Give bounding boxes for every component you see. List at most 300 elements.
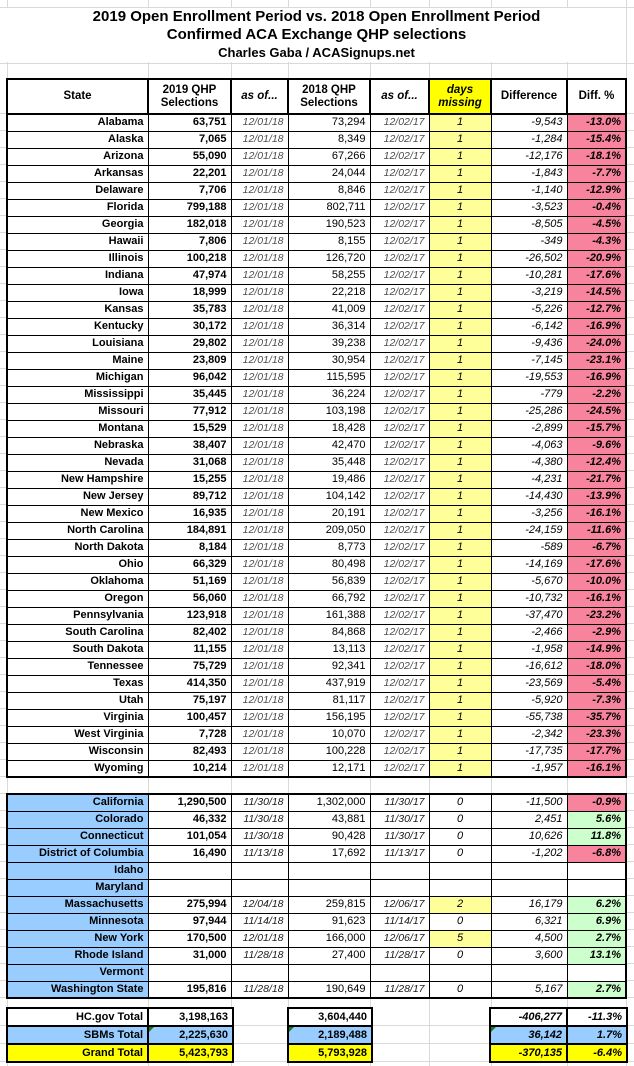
state-cell[interactable]: New Jersey <box>7 488 148 505</box>
qhp-2019-cell[interactable]: 22,201 <box>148 165 231 182</box>
days-missing-cell[interactable]: 1 <box>429 641 491 658</box>
as-of-2018-cell[interactable]: 11/28/17 <box>370 947 429 964</box>
state-cell[interactable]: Nevada <box>7 454 148 471</box>
as-of-2018-cell[interactable]: 12/02/17 <box>370 505 429 522</box>
days-missing-cell[interactable]: 1 <box>429 114 491 131</box>
as-of-2019-cell[interactable]: 12/01/18 <box>231 148 288 165</box>
as-of-2019-cell[interactable]: 12/01/18 <box>231 726 288 743</box>
state-cell[interactable]: Mississippi <box>7 386 148 403</box>
grand-total-2019[interactable]: 5,423,793 <box>148 1044 233 1062</box>
as-of-2019-cell[interactable]: 12/01/18 <box>231 267 288 284</box>
diff-pct-cell[interactable]: -16.9% <box>567 318 626 335</box>
days-missing-cell[interactable]: 1 <box>429 131 491 148</box>
diff-pct-cell[interactable]: -18.0% <box>567 658 626 675</box>
state-cell[interactable]: Oregon <box>7 590 148 607</box>
diff-pct-cell[interactable]: 11.8% <box>567 828 626 845</box>
as-of-2018-cell[interactable]: 12/02/17 <box>370 573 429 590</box>
days-missing-cell[interactable] <box>429 964 491 981</box>
qhp-2019-cell[interactable]: 77,912 <box>148 403 231 420</box>
difference-cell[interactable]: -1,202 <box>491 845 567 862</box>
diff-pct-cell[interactable] <box>567 964 626 981</box>
state-cell[interactable]: Delaware <box>7 182 148 199</box>
days-missing-cell[interactable]: 0 <box>429 794 491 811</box>
qhp-2019-cell[interactable]: 97,944 <box>148 913 231 930</box>
qhp-2019-cell[interactable]: 195,816 <box>148 981 231 998</box>
diff-pct-cell[interactable]: -7.7% <box>567 165 626 182</box>
diff-pct-cell[interactable]: -13.9% <box>567 488 626 505</box>
as-of-2019-cell[interactable]: 11/13/18 <box>231 845 288 862</box>
diff-pct-cell[interactable]: -5.4% <box>567 675 626 692</box>
as-of-2019-cell[interactable]: 12/01/18 <box>231 692 288 709</box>
difference-cell[interactable]: -5,226 <box>491 301 567 318</box>
qhp-2019-cell[interactable]: 89,712 <box>148 488 231 505</box>
qhp-2019-cell[interactable]: 15,255 <box>148 471 231 488</box>
state-cell[interactable]: Utah <box>7 692 148 709</box>
as-of-2018-cell[interactable]: 12/02/17 <box>370 641 429 658</box>
diff-pct-cell[interactable]: -11.6% <box>567 522 626 539</box>
diff-pct-cell[interactable]: 6.2% <box>567 896 626 913</box>
state-cell[interactable]: Montana <box>7 420 148 437</box>
days-missing-cell[interactable]: 1 <box>429 658 491 675</box>
qhp-2018-cell[interactable]: 802,711 <box>288 199 370 216</box>
qhp-2018-cell[interactable]: 41,009 <box>288 301 370 318</box>
diff-pct-cell[interactable]: -2.2% <box>567 386 626 403</box>
state-cell[interactable]: Illinois <box>7 250 148 267</box>
diff-pct-cell[interactable]: 13.1% <box>567 947 626 964</box>
days-missing-cell[interactable]: 0 <box>429 981 491 998</box>
difference-cell[interactable]: -1,957 <box>491 760 567 777</box>
qhp-2019-cell[interactable]: 7,706 <box>148 182 231 199</box>
as-of-2018-cell[interactable]: 12/02/17 <box>370 199 429 216</box>
as-of-2019-cell[interactable]: 12/01/18 <box>231 641 288 658</box>
qhp-2019-cell[interactable]: 182,018 <box>148 216 231 233</box>
diff-pct-cell[interactable]: -16.9% <box>567 369 626 386</box>
state-cell[interactable]: New Hampshire <box>7 471 148 488</box>
as-of-2018-cell[interactable]: 12/02/17 <box>370 590 429 607</box>
diff-pct-cell[interactable]: -24.5% <box>567 403 626 420</box>
as-of-2018-cell[interactable]: 12/02/17 <box>370 607 429 624</box>
days-missing-cell[interactable]: 1 <box>429 284 491 301</box>
as-of-2019-cell[interactable]: 12/01/18 <box>231 284 288 301</box>
diff-pct-cell[interactable]: -12.4% <box>567 454 626 471</box>
days-missing-cell[interactable]: 0 <box>429 845 491 862</box>
as-of-2018-cell[interactable] <box>370 879 429 896</box>
qhp-2018-cell[interactable]: 156,195 <box>288 709 370 726</box>
diff-pct-cell[interactable]: -10.0% <box>567 573 626 590</box>
sbms-total-diff-pct[interactable]: 1.7% <box>567 1026 627 1044</box>
difference-cell[interactable]: -349 <box>491 233 567 250</box>
qhp-2019-cell[interactable]: 35,445 <box>148 386 231 403</box>
state-cell[interactable]: Kentucky <box>7 318 148 335</box>
qhp-2019-cell[interactable]: 51,169 <box>148 573 231 590</box>
as-of-2018-cell[interactable]: 12/02/17 <box>370 369 429 386</box>
diff-pct-cell[interactable]: -17.7% <box>567 743 626 760</box>
difference-cell[interactable]: 3,600 <box>491 947 567 964</box>
difference-cell[interactable]: -8,505 <box>491 216 567 233</box>
qhp-2019-cell[interactable] <box>148 862 231 879</box>
as-of-2018-cell[interactable]: 12/02/17 <box>370 216 429 233</box>
as-of-2018-cell[interactable]: 12/02/17 <box>370 454 429 471</box>
diff-pct-cell[interactable]: -17.6% <box>567 267 626 284</box>
as-of-2019-cell[interactable]: 12/01/18 <box>231 437 288 454</box>
as-of-2019-cell[interactable]: 12/01/18 <box>231 675 288 692</box>
header-2018-qhp-selections[interactable]: 2018 QHP Selections <box>288 79 370 114</box>
as-of-2018-cell[interactable]: 12/02/17 <box>370 335 429 352</box>
days-missing-cell[interactable]: 1 <box>429 539 491 556</box>
days-missing-cell[interactable]: 5 <box>429 930 491 947</box>
as-of-2018-cell[interactable]: 11/30/17 <box>370 794 429 811</box>
days-missing-cell[interactable]: 1 <box>429 709 491 726</box>
qhp-2018-cell[interactable]: 103,198 <box>288 403 370 420</box>
qhp-2019-cell[interactable]: 46,332 <box>148 811 231 828</box>
as-of-2019-cell[interactable]: 12/01/18 <box>231 607 288 624</box>
qhp-2018-cell[interactable]: 20,191 <box>288 505 370 522</box>
diff-pct-cell[interactable]: -17.6% <box>567 556 626 573</box>
qhp-2018-cell[interactable]: 18,428 <box>288 420 370 437</box>
days-missing-cell[interactable]: 1 <box>429 335 491 352</box>
days-missing-cell[interactable]: 1 <box>429 607 491 624</box>
days-missing-cell[interactable]: 1 <box>429 437 491 454</box>
as-of-2019-cell[interactable]: 12/01/18 <box>231 301 288 318</box>
diff-pct-cell[interactable]: -20.9% <box>567 250 626 267</box>
qhp-2018-cell[interactable]: 56,839 <box>288 573 370 590</box>
as-of-2019-cell[interactable]: 12/01/18 <box>231 522 288 539</box>
state-cell[interactable]: Alabama <box>7 114 148 131</box>
as-of-2019-cell[interactable]: 12/01/18 <box>231 488 288 505</box>
qhp-2019-cell[interactable]: 15,529 <box>148 420 231 437</box>
as-of-2018-cell[interactable]: 12/02/17 <box>370 658 429 675</box>
diff-pct-cell[interactable]: -4.5% <box>567 216 626 233</box>
difference-cell[interactable]: -1,843 <box>491 165 567 182</box>
qhp-2019-cell[interactable]: 63,751 <box>148 114 231 131</box>
grand-total-difference[interactable]: -370,135 <box>490 1044 567 1062</box>
days-missing-cell[interactable] <box>429 862 491 879</box>
state-cell[interactable]: Missouri <box>7 403 148 420</box>
state-cell[interactable]: Maryland <box>7 879 148 896</box>
difference-cell[interactable]: -6,142 <box>491 318 567 335</box>
days-missing-cell[interactable]: 1 <box>429 454 491 471</box>
days-missing-cell[interactable]: 1 <box>429 675 491 692</box>
as-of-2018-cell[interactable]: 12/06/17 <box>370 930 429 947</box>
as-of-2019-cell[interactable]: 12/01/18 <box>231 556 288 573</box>
diff-pct-cell[interactable]: -7.3% <box>567 692 626 709</box>
difference-cell[interactable]: -9,543 <box>491 114 567 131</box>
qhp-2018-cell[interactable]: 42,470 <box>288 437 370 454</box>
diff-pct-cell[interactable]: -4.3% <box>567 233 626 250</box>
state-cell[interactable]: Tennessee <box>7 658 148 675</box>
days-missing-cell[interactable]: 1 <box>429 760 491 777</box>
as-of-2018-cell[interactable]: 12/02/17 <box>370 233 429 250</box>
qhp-2018-cell[interactable]: 36,314 <box>288 318 370 335</box>
as-of-2018-cell[interactable]: 12/02/17 <box>370 675 429 692</box>
as-of-2018-cell[interactable]: 12/06/17 <box>370 896 429 913</box>
diff-pct-cell[interactable]: -15.7% <box>567 420 626 437</box>
days-missing-cell[interactable]: 0 <box>429 947 491 964</box>
as-of-2019-cell[interactable] <box>231 862 288 879</box>
diff-pct-cell[interactable]: -16.1% <box>567 760 626 777</box>
qhp-2019-cell[interactable]: 38,407 <box>148 437 231 454</box>
qhp-2018-cell[interactable]: 104,142 <box>288 488 370 505</box>
difference-cell[interactable]: -26,502 <box>491 250 567 267</box>
as-of-2018-cell[interactable] <box>370 862 429 879</box>
qhp-2019-cell[interactable]: 170,500 <box>148 930 231 947</box>
qhp-2018-cell[interactable]: 84,868 <box>288 624 370 641</box>
difference-cell[interactable]: -7,145 <box>491 352 567 369</box>
difference-cell[interactable]: -4,380 <box>491 454 567 471</box>
state-cell[interactable]: Virginia <box>7 709 148 726</box>
days-missing-cell[interactable]: 1 <box>429 267 491 284</box>
difference-cell[interactable]: -23,569 <box>491 675 567 692</box>
as-of-2018-cell[interactable]: 11/30/17 <box>370 811 429 828</box>
qhp-2019-cell[interactable]: 30,172 <box>148 318 231 335</box>
qhp-2018-cell[interactable]: 437,919 <box>288 675 370 692</box>
diff-pct-cell[interactable]: -0.4% <box>567 199 626 216</box>
qhp-2019-cell[interactable]: 56,060 <box>148 590 231 607</box>
qhp-2019-cell[interactable]: 799,188 <box>148 199 231 216</box>
qhp-2018-cell[interactable]: 73,294 <box>288 114 370 131</box>
state-cell[interactable]: Minnesota <box>7 913 148 930</box>
qhp-2018-cell[interactable]: 10,070 <box>288 726 370 743</box>
as-of-2018-cell[interactable]: 11/13/17 <box>370 845 429 862</box>
state-cell[interactable]: Washington State <box>7 981 148 998</box>
qhp-2019-cell[interactable]: 47,974 <box>148 267 231 284</box>
qhp-2018-cell[interactable]: 58,255 <box>288 267 370 284</box>
state-cell[interactable]: Georgia <box>7 216 148 233</box>
as-of-2019-cell[interactable]: 12/01/18 <box>231 590 288 607</box>
as-of-2018-cell[interactable]: 12/02/17 <box>370 182 429 199</box>
as-of-2018-cell[interactable]: 12/02/17 <box>370 301 429 318</box>
as-of-2018-cell[interactable]: 12/02/17 <box>370 403 429 420</box>
qhp-2019-cell[interactable]: 101,054 <box>148 828 231 845</box>
state-cell[interactable]: Texas <box>7 675 148 692</box>
difference-cell[interactable]: 10,626 <box>491 828 567 845</box>
days-missing-cell[interactable]: 1 <box>429 369 491 386</box>
difference-cell[interactable]: -779 <box>491 386 567 403</box>
as-of-2018-cell[interactable]: 12/02/17 <box>370 692 429 709</box>
diff-pct-cell[interactable] <box>567 862 626 879</box>
diff-pct-cell[interactable]: -14.9% <box>567 641 626 658</box>
qhp-2019-cell[interactable]: 11,155 <box>148 641 231 658</box>
state-cell[interactable]: Connecticut <box>7 828 148 845</box>
diff-pct-cell[interactable]: -21.7% <box>567 471 626 488</box>
qhp-2019-cell[interactable]: 275,994 <box>148 896 231 913</box>
diff-pct-cell[interactable]: -6.8% <box>567 845 626 862</box>
qhp-2018-cell[interactable]: 115,595 <box>288 369 370 386</box>
difference-cell[interactable]: -19,553 <box>491 369 567 386</box>
qhp-2018-cell[interactable]: 66,792 <box>288 590 370 607</box>
as-of-2019-cell[interactable]: 12/01/18 <box>231 318 288 335</box>
qhp-2018-cell[interactable]: 100,228 <box>288 743 370 760</box>
grand-total-label[interactable]: Grand Total <box>7 1044 148 1062</box>
difference-cell[interactable]: -3,219 <box>491 284 567 301</box>
as-of-2019-cell[interactable]: 12/01/18 <box>231 505 288 522</box>
qhp-2018-cell[interactable]: 22,218 <box>288 284 370 301</box>
qhp-2018-cell[interactable]: 259,815 <box>288 896 370 913</box>
as-of-2018-cell[interactable]: 12/02/17 <box>370 522 429 539</box>
days-missing-cell[interactable]: 1 <box>429 318 491 335</box>
as-of-2018-cell[interactable]: 12/02/17 <box>370 539 429 556</box>
days-missing-cell[interactable]: 1 <box>429 556 491 573</box>
qhp-2019-cell[interactable] <box>148 879 231 896</box>
qhp-2019-cell[interactable]: 66,329 <box>148 556 231 573</box>
qhp-2018-cell[interactable]: 166,000 <box>288 930 370 947</box>
as-of-2018-cell[interactable]: 12/02/17 <box>370 760 429 777</box>
state-cell[interactable]: Maine <box>7 352 148 369</box>
days-missing-cell[interactable]: 0 <box>429 828 491 845</box>
state-cell[interactable]: North Dakota <box>7 539 148 556</box>
difference-cell[interactable]: -24,159 <box>491 522 567 539</box>
qhp-2019-cell[interactable] <box>148 964 231 981</box>
qhp-2018-cell[interactable]: 8,349 <box>288 131 370 148</box>
as-of-2018-cell[interactable]: 12/02/17 <box>370 709 429 726</box>
qhp-2019-cell[interactable]: 82,402 <box>148 624 231 641</box>
header-days-missing[interactable]: days missing <box>429 79 491 114</box>
state-cell[interactable]: Iowa <box>7 284 148 301</box>
qhp-2018-cell[interactable]: 92,341 <box>288 658 370 675</box>
as-of-2018-cell[interactable]: 12/02/17 <box>370 743 429 760</box>
as-of-2018-cell[interactable]: 12/02/17 <box>370 267 429 284</box>
state-cell[interactable]: Wyoming <box>7 760 148 777</box>
state-cell[interactable]: Hawaii <box>7 233 148 250</box>
qhp-2018-cell[interactable]: 8,155 <box>288 233 370 250</box>
as-of-2018-cell[interactable]: 12/02/17 <box>370 250 429 267</box>
diff-pct-cell[interactable] <box>567 879 626 896</box>
qhp-2019-cell[interactable]: 31,000 <box>148 947 231 964</box>
state-cell[interactable]: West Virginia <box>7 726 148 743</box>
state-cell[interactable]: North Carolina <box>7 522 148 539</box>
hcgov-total-2018[interactable]: 3,604,440 <box>288 1008 372 1026</box>
diff-pct-cell[interactable]: 2.7% <box>567 930 626 947</box>
qhp-2018-cell[interactable]: 161,388 <box>288 607 370 624</box>
as-of-2019-cell[interactable]: 12/01/18 <box>231 454 288 471</box>
difference-cell[interactable]: -10,732 <box>491 590 567 607</box>
difference-cell[interactable]: -14,169 <box>491 556 567 573</box>
as-of-2018-cell[interactable]: 12/02/17 <box>370 471 429 488</box>
as-of-2019-cell[interactable]: 12/01/18 <box>231 420 288 437</box>
state-cell[interactable]: Rhode Island <box>7 947 148 964</box>
state-cell[interactable]: Michigan <box>7 369 148 386</box>
qhp-2019-cell[interactable]: 100,218 <box>148 250 231 267</box>
qhp-2019-cell[interactable]: 10,214 <box>148 760 231 777</box>
days-missing-cell[interactable]: 1 <box>429 182 491 199</box>
diff-pct-cell[interactable]: -23.3% <box>567 726 626 743</box>
difference-cell[interactable]: -5,920 <box>491 692 567 709</box>
difference-cell[interactable]: -5,670 <box>491 573 567 590</box>
diff-pct-cell[interactable]: -23.1% <box>567 352 626 369</box>
qhp-2018-cell[interactable]: 80,498 <box>288 556 370 573</box>
qhp-2018-cell[interactable]: 19,486 <box>288 471 370 488</box>
diff-pct-cell[interactable]: -6.7% <box>567 539 626 556</box>
state-cell[interactable]: Arizona <box>7 148 148 165</box>
diff-pct-cell[interactable]: -35.7% <box>567 709 626 726</box>
days-missing-cell[interactable]: 1 <box>429 403 491 420</box>
diff-pct-cell[interactable]: -2.9% <box>567 624 626 641</box>
header-difference[interactable]: Difference <box>491 79 567 114</box>
difference-cell[interactable]: -12,176 <box>491 148 567 165</box>
qhp-2019-cell[interactable]: 16,935 <box>148 505 231 522</box>
grand-total-2018[interactable]: 5,793,928 <box>288 1044 372 1062</box>
difference-cell[interactable]: -4,231 <box>491 471 567 488</box>
as-of-2019-cell[interactable]: 12/01/18 <box>231 182 288 199</box>
days-missing-cell[interactable]: 1 <box>429 386 491 403</box>
state-cell[interactable]: Idaho <box>7 862 148 879</box>
as-of-2019-cell[interactable]: 12/01/18 <box>231 131 288 148</box>
days-missing-cell[interactable]: 1 <box>429 624 491 641</box>
qhp-2018-cell[interactable]: 209,050 <box>288 522 370 539</box>
difference-cell[interactable] <box>491 862 567 879</box>
qhp-2019-cell[interactable]: 23,809 <box>148 352 231 369</box>
qhp-2019-cell[interactable]: 123,918 <box>148 607 231 624</box>
days-missing-cell[interactable]: 1 <box>429 573 491 590</box>
qhp-2019-cell[interactable]: 7,728 <box>148 726 231 743</box>
difference-cell[interactable]: 6,321 <box>491 913 567 930</box>
hcgov-total-difference[interactable]: -406,277 <box>490 1008 567 1026</box>
diff-pct-cell[interactable]: -16.1% <box>567 590 626 607</box>
state-cell[interactable]: Wisconsin <box>7 743 148 760</box>
qhp-2019-cell[interactable]: 414,350 <box>148 675 231 692</box>
as-of-2019-cell[interactable]: 12/01/18 <box>231 199 288 216</box>
days-missing-cell[interactable]: 1 <box>429 250 491 267</box>
qhp-2019-cell[interactable]: 7,065 <box>148 131 231 148</box>
as-of-2018-cell[interactable]: 12/02/17 <box>370 318 429 335</box>
state-cell[interactable]: California <box>7 794 148 811</box>
difference-cell[interactable]: -10,281 <box>491 267 567 284</box>
days-missing-cell[interactable]: 1 <box>429 590 491 607</box>
qhp-2019-cell[interactable]: 1,290,500 <box>148 794 231 811</box>
as-of-2019-cell[interactable]: 12/01/18 <box>231 930 288 947</box>
difference-cell[interactable]: -2,899 <box>491 420 567 437</box>
as-of-2018-cell[interactable]: 12/02/17 <box>370 437 429 454</box>
difference-cell[interactable]: -17,735 <box>491 743 567 760</box>
state-cell[interactable]: Colorado <box>7 811 148 828</box>
qhp-2019-cell[interactable]: 29,802 <box>148 335 231 352</box>
days-missing-cell[interactable]: 1 <box>429 301 491 318</box>
as-of-2019-cell[interactable]: 12/01/18 <box>231 760 288 777</box>
as-of-2018-cell[interactable]: 11/28/17 <box>370 981 429 998</box>
diff-pct-cell[interactable]: -23.2% <box>567 607 626 624</box>
as-of-2018-cell[interactable]: 11/30/17 <box>370 828 429 845</box>
as-of-2018-cell[interactable]: 12/02/17 <box>370 488 429 505</box>
header-state[interactable]: State <box>7 79 148 114</box>
as-of-2019-cell[interactable]: 12/01/18 <box>231 624 288 641</box>
difference-cell[interactable]: -3,523 <box>491 199 567 216</box>
as-of-2019-cell[interactable]: 12/01/18 <box>231 539 288 556</box>
state-cell[interactable]: Florida <box>7 199 148 216</box>
qhp-2019-cell[interactable]: 16,490 <box>148 845 231 862</box>
as-of-2018-cell[interactable]: 12/02/17 <box>370 556 429 573</box>
as-of-2018-cell[interactable]: 12/02/17 <box>370 624 429 641</box>
as-of-2018-cell[interactable]: 12/02/17 <box>370 131 429 148</box>
qhp-2018-cell[interactable]: 24,044 <box>288 165 370 182</box>
qhp-2018-cell[interactable] <box>288 862 370 879</box>
qhp-2018-cell[interactable]: 36,224 <box>288 386 370 403</box>
header-as-of-2019[interactable]: as of... <box>231 79 288 114</box>
qhp-2018-cell[interactable]: 17,692 <box>288 845 370 862</box>
days-missing-cell[interactable]: 1 <box>429 352 491 369</box>
as-of-2018-cell[interactable]: 12/02/17 <box>370 284 429 301</box>
as-of-2018-cell[interactable]: 12/02/17 <box>370 148 429 165</box>
difference-cell[interactable]: -11,500 <box>491 794 567 811</box>
days-missing-cell[interactable]: 1 <box>429 148 491 165</box>
sbms-total-label[interactable]: SBMs Total <box>7 1026 148 1044</box>
days-missing-cell[interactable]: 1 <box>429 420 491 437</box>
hcgov-total-label[interactable]: HC.gov Total <box>7 1008 148 1026</box>
as-of-2019-cell[interactable]: 12/01/18 <box>231 403 288 420</box>
as-of-2019-cell[interactable]: 12/01/18 <box>231 709 288 726</box>
qhp-2018-cell[interactable]: 67,266 <box>288 148 370 165</box>
difference-cell[interactable]: 16,179 <box>491 896 567 913</box>
state-cell[interactable]: Nebraska <box>7 437 148 454</box>
